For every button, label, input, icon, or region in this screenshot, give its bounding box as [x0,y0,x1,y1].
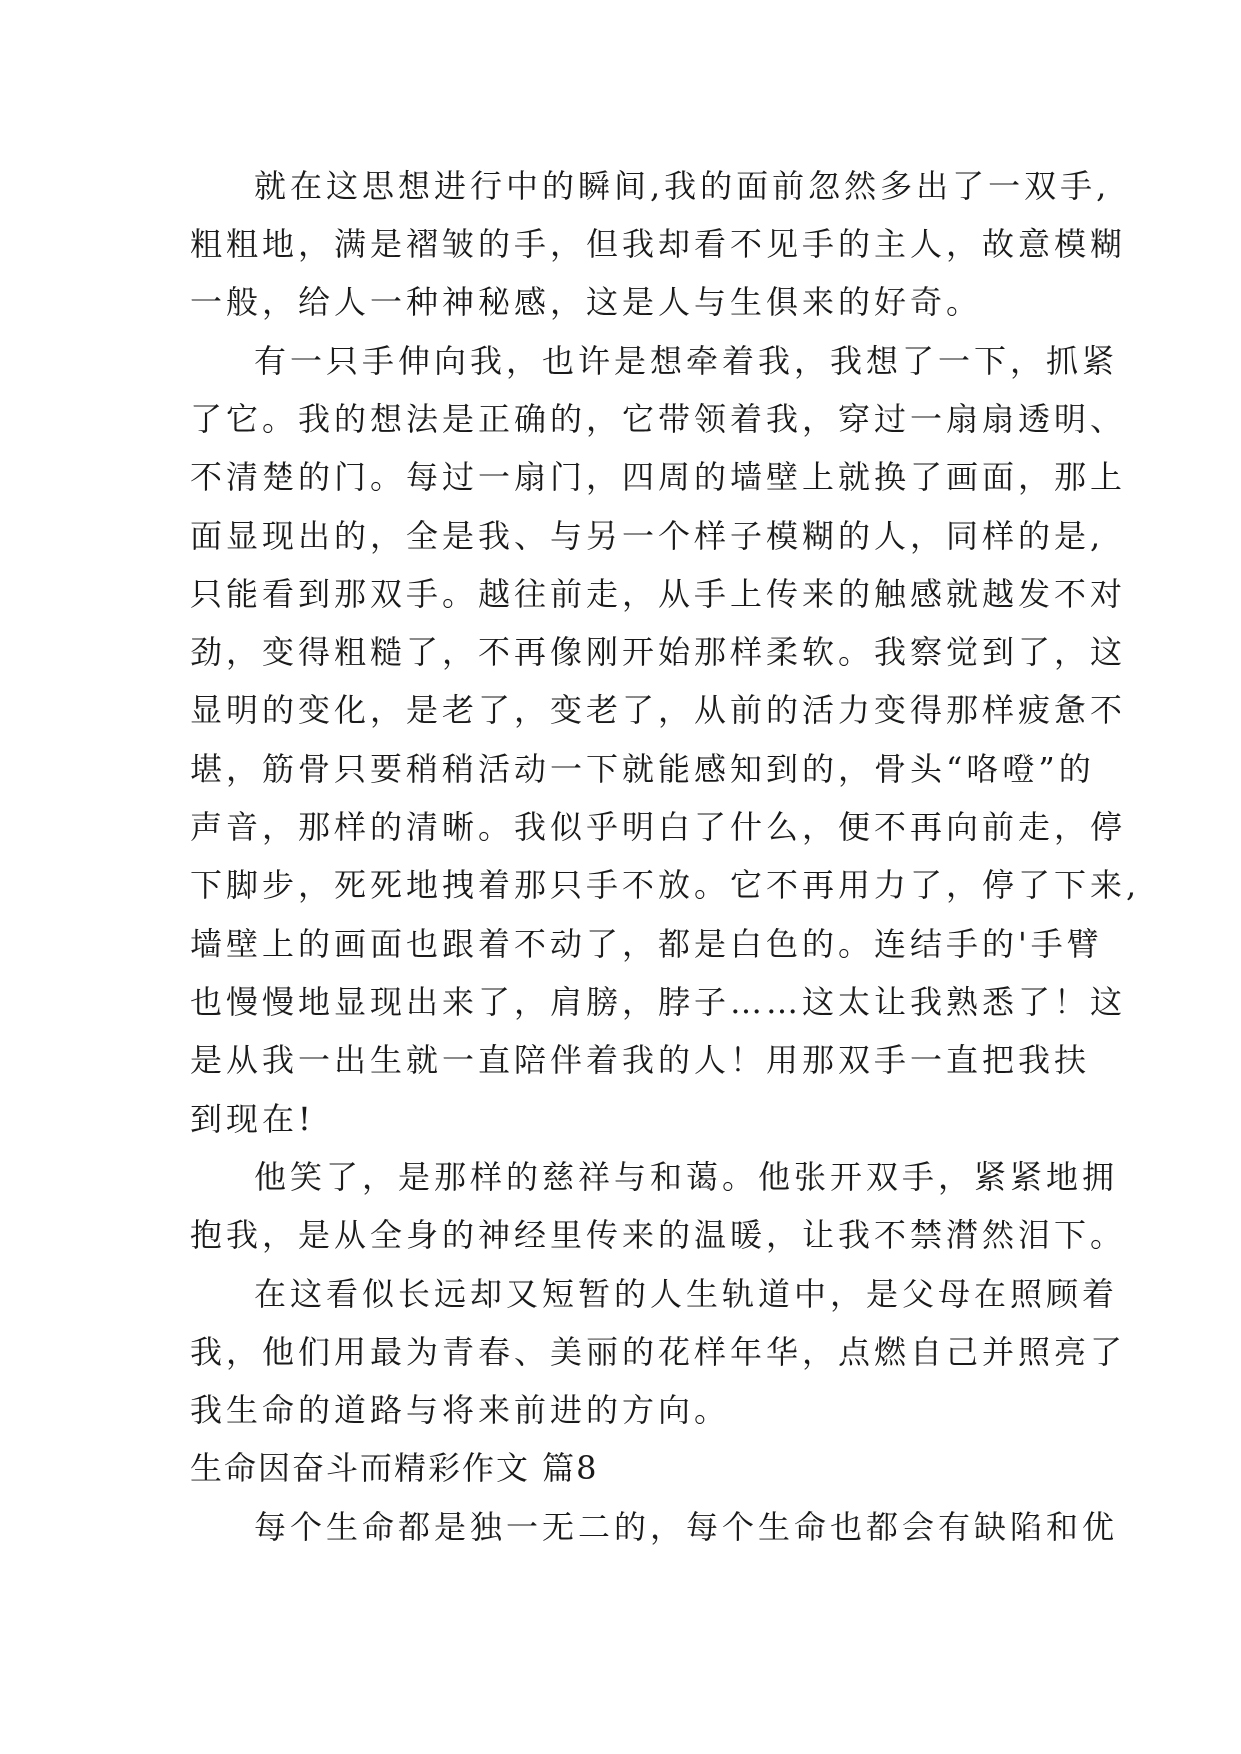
paragraph-line: 墙壁上的画面也跟着不动了，都是白色的。连结手的'手臂 [190,925,1103,963]
paragraph-line: 堪，筋骨只要稍稍活动一下就能感知到的，骨头“咯噔”的 [190,750,1095,788]
paragraph-line: 粗粗地，满是褶皱的手，但我却看不见手的主人，故意模糊 [190,225,1127,263]
paragraph-line: 也慢慢地显现出来了，肩膀，脖子……这太让我熟悉了！这 [190,983,1127,1021]
paragraph-line: 了它。我的想法是正确的，它带领着我，穿过一扇扇透明、 [190,400,1127,438]
paragraph-line: 是从我一出生就一直陪伴着我的人！用那双手一直把我扶 [190,1041,1091,1079]
paragraph-line: 一般，给人一种神秘感，这是人与生俱来的好奇。 [190,283,983,321]
paragraph-line: 在这看似长远却又短暂的人生轨道中，是父母在照顾着 [254,1275,1119,1313]
paragraph-line: 有一只手伸向我，也许是想牵着我，我想了一下，抓紧 [254,342,1119,380]
paragraph-line: 每个生命都是独一无二的，每个生命也都会有缺陷和优 [254,1508,1119,1546]
paragraph-line: 我生命的道路与将来前进的方向。 [190,1391,731,1429]
paragraph-line: 只能看到那双手。越往前走，从手上传来的触感就越发不对 [190,575,1127,613]
paragraph-line: 就在这思想进行中的瞬间,我的面前忽然多出了一双手, [254,167,1111,205]
paragraph-line: 不清楚的门。每过一扇门，四周的墙壁上就换了画面，那上 [190,458,1127,496]
paragraph-line: 面显现出的，全是我、与另一个样子模糊的人，同样的是, [190,517,1105,555]
section-heading: 生命因奋斗而精彩作文 篇8 [190,1449,599,1487]
paragraph-line: 声音，那样的清晰。我似乎明白了什么，便不再向前走，停 [190,808,1127,846]
paragraph-line: 他笑了，是那样的慈祥与和蔼。他张开双手，紧紧地拥 [254,1158,1119,1196]
paragraph-line: 下脚步，死死地拽着那只手不放。它不再用力了，停了下来, [190,866,1141,904]
paragraph-line: 到现在! [190,1100,315,1138]
paragraph-line: 抱我，是从全身的神经里传来的温暖，让我不禁潸然泪下。 [190,1216,1127,1254]
paragraph-line: 我，他们用最为青春、美丽的花样年华，点燃自己并照亮了 [190,1333,1127,1371]
paragraph-line: 劲，变得粗糙了，不再像刚开始那样柔软。我察觉到了，这 [190,633,1127,671]
paragraph-line: 显明的变化，是老了，变老了，从前的活力变得那样疲惫不 [190,691,1127,729]
